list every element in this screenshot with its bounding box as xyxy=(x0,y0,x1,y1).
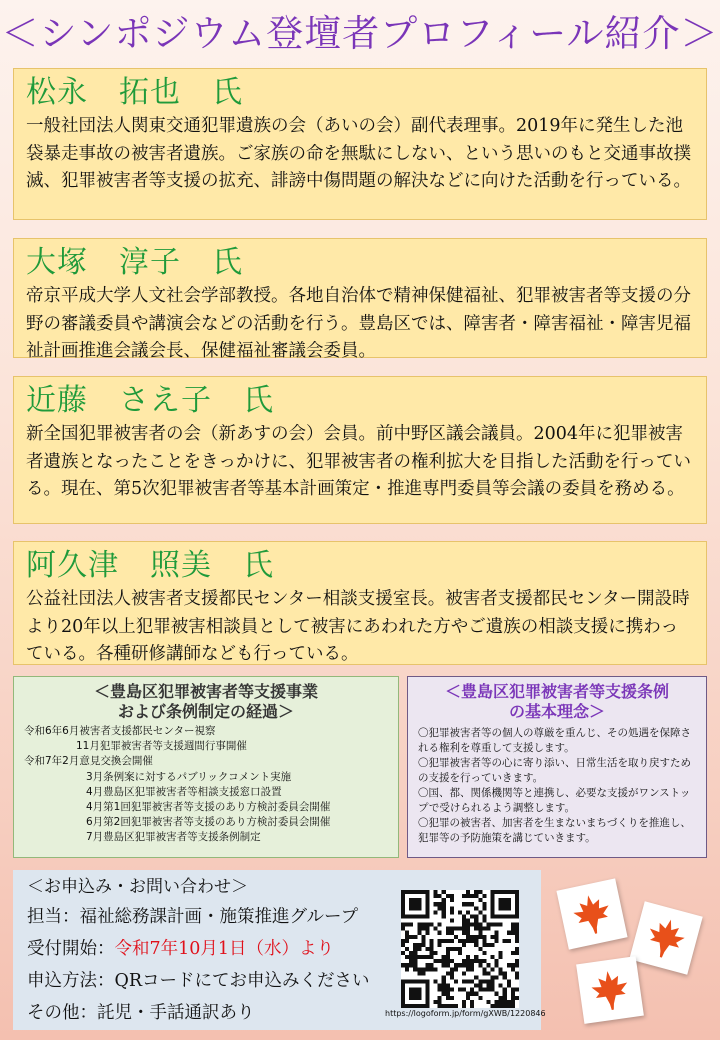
history-timeline xyxy=(24,724,388,846)
speaker-profile-3 xyxy=(13,376,707,524)
speaker-profile-1 xyxy=(13,68,707,220)
contact-method: 申込方法：QRコードにてお申込みください xyxy=(27,971,370,991)
maple-leaf-icon xyxy=(585,965,635,1015)
timeline-item: 令和7年2月意見交換会開催 xyxy=(24,755,153,768)
contact-staff: 担当：福祉総務課計画・施策推進グループ xyxy=(27,907,359,927)
principle-item: 〇犯罪被害者等の心に寄り添い、日常生活を取り戻すための支援を行っていきます。 xyxy=(418,757,691,784)
speaker-name: 松永 拓也 氏 xyxy=(26,75,243,110)
qr-code-icon[interactable] xyxy=(401,890,519,1008)
timeline-item: 7月豊島区犯罪被害者等支援条例制定 xyxy=(86,831,261,844)
page-title: ＜シンポジウム登壇者プロフィール紹介＞ xyxy=(1,12,719,55)
start-label: 受付開始： xyxy=(27,939,115,959)
principle-item: 〇国、都、関係機関等と連携し、必要な支援がワンストップで受けられるよう調整します。 xyxy=(418,787,691,814)
speaker-name: 大塚 淳子 氏 xyxy=(26,245,243,280)
start-date: 令和7年10月1日（水）より xyxy=(114,939,335,959)
timeline-item: 4月第1回犯罪被害者等支援のあり方検討委員会開催 xyxy=(86,801,331,814)
speaker-profile-4 xyxy=(13,541,707,665)
timeline-item: 11月犯罪被害者等支援週間行事開催 xyxy=(76,740,247,753)
principles-list xyxy=(418,726,696,846)
maple-leaf-card xyxy=(576,956,644,1024)
timeline-item: 令和6年6月被害者支援都民センター視察 xyxy=(24,725,216,737)
speaker-name: 阿久津 照美 氏 xyxy=(26,548,274,583)
speaker-name: 近藤 さえ子 氏 xyxy=(26,383,274,418)
maple-leaf-card xyxy=(556,878,627,949)
principles-title: ＜豊島区犯罪被害者等支援条例 の基本理念＞ xyxy=(444,682,669,721)
principles-box xyxy=(407,676,707,858)
timeline-item: 4月豊島区犯罪被害者等相談支援窓口設置 xyxy=(86,785,282,798)
principle-item: 〇犯罪被害者等の個人の尊厳を重んじ、その処遇を保障される権利を尊重して支援します。 xyxy=(418,727,691,754)
timeline-item: 3月条例案に対するパブリックコメント実施 xyxy=(86,770,292,783)
speaker-profile-2 xyxy=(13,238,707,361)
speaker-description: 公益社団法人被害者支援都民センター相談支援室長。被害者支援都民センター開設時より20年以上犯罪被害相談員として被害にあわれた方やご遺族の相談支援に携わっている。各種研修講師なども行っている。 xyxy=(26,589,690,664)
principle-item: 〇犯罪の被害者、加害者を生まないまちづくりを推進し、犯罪等の予防施策を講じていきます。 xyxy=(418,817,691,844)
contact-other: その他：託児・手話通訳あり xyxy=(27,1003,255,1023)
maple-leaf-icon xyxy=(639,911,693,965)
speaker-description: 一般社団法人関東交通犯罪遺族の会（あいの会）副代表理事。2019年に発生した池袋暴走事故の被害者遺族。ご家族の命を無駄にしない、という思いのもと交通事故撲滅、犯罪被害者等支援の拡充、誹謗中傷問題の解決などに向けた活動を行っている。 xyxy=(26,116,691,191)
speaker-description: 帝京平成大学人文社会学部教授。各地自治体で精神保健福祉、犯罪被害者等支援の分野の審議委員や講演会などの活動を行う。豊島区では、障害者・障害福祉・障害児福祉計画推進会議会長、保健福祉審議会委員。 xyxy=(26,286,691,361)
history-box xyxy=(13,676,399,858)
history-title: ＜豊島区犯罪被害者等支援事業 および条例制定の経過＞ xyxy=(93,682,318,721)
maple-leaf-icon xyxy=(566,888,618,940)
qr-url[interactable]: https://logoform.jp/form/gXWB/1220846 xyxy=(385,1009,546,1018)
contact-heading: ＜お申込み・お問い合わせ＞ xyxy=(27,877,248,897)
contact-box xyxy=(13,870,546,1030)
timeline-item: 6月第2回犯罪被害者等支援のあり方検討委員会開催 xyxy=(86,816,331,829)
maple-leaf-card xyxy=(629,901,702,974)
speaker-description: 新全国犯罪被害者の会（新あすの会）会員。前中野区議会議員。2004年に犯罪被害者遺族となったことをきっかけに、犯罪被害者の権利拡大を目指した活動を行っている。現在、第5次犯罪被害者等基本計画策定・推進専門委員等会議の委員を務める。 xyxy=(26,424,691,499)
